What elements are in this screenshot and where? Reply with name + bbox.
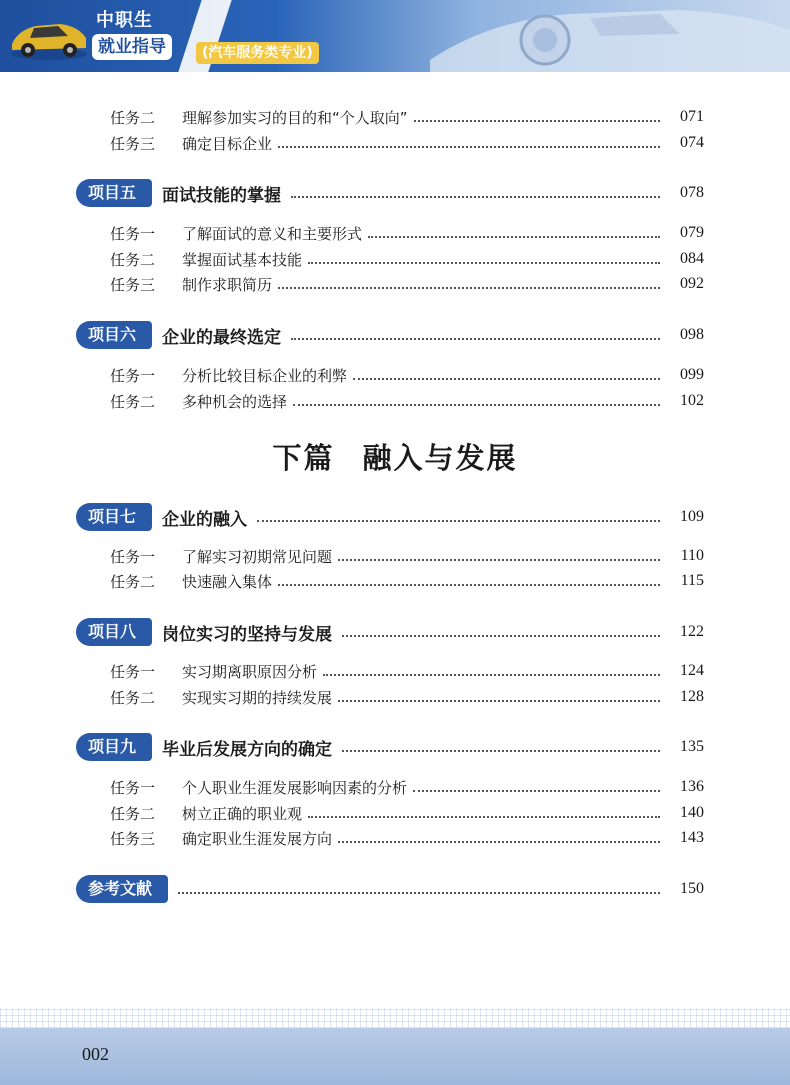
page-number: 122 (680, 623, 704, 640)
page-header (0, 0, 790, 72)
task-number: 任务二 (110, 572, 156, 591)
page-number: 128 (680, 688, 704, 705)
leader-dots (338, 559, 660, 561)
page-number: 124 (680, 662, 704, 679)
page-number: 099 (680, 366, 704, 383)
toc-task-row (110, 570, 704, 592)
task-title: 掌握面试基本技能 (182, 250, 303, 269)
project-title: 毕业后发展方向的确定 (162, 739, 333, 760)
page-number: 079 (680, 224, 704, 241)
page-number: 092 (680, 275, 704, 292)
task-title: 制作求职简历 (182, 275, 273, 294)
leader-dots (278, 584, 660, 586)
leader-dots (338, 700, 660, 702)
page-number: 140 (680, 804, 704, 821)
leader-dots (338, 841, 660, 843)
toc-task-row (110, 827, 704, 849)
toc-task-row (110, 248, 704, 270)
toc-project-row (76, 502, 704, 532)
page-number: 135 (680, 738, 704, 755)
leader-dots (342, 635, 660, 637)
task-title: 确定目标企业 (182, 134, 273, 153)
book-main-title: 就业指导 (92, 34, 172, 60)
task-title: 理解参加实习的目的和“个人取向” (182, 108, 408, 127)
toc-task-row (110, 390, 704, 412)
leader-dots (178, 892, 660, 894)
task-number: 任务三 (110, 275, 156, 294)
leader-dots (278, 146, 660, 148)
toc-task-row (110, 545, 704, 567)
references-badge: 参考文献 (76, 875, 168, 903)
task-number: 任务二 (110, 108, 156, 127)
part-heading (0, 436, 790, 477)
toc-project-row (76, 617, 704, 647)
task-number: 任务二 (110, 250, 156, 269)
leader-dots (308, 262, 660, 264)
task-number: 任务一 (110, 662, 156, 681)
toc-task-row (110, 776, 704, 798)
task-title: 确定职业生涯发展方向 (182, 829, 333, 848)
leader-dots (368, 236, 660, 238)
toc-task-row (110, 686, 704, 708)
toc-references-row (76, 874, 704, 904)
toc-project-row (76, 320, 704, 350)
task-title: 树立正确的职业观 (182, 804, 303, 823)
page-number: 071 (680, 108, 704, 125)
leader-dots (353, 378, 660, 380)
task-number: 任务二 (110, 688, 156, 707)
task-title: 实习期离职原因分析 (182, 662, 318, 681)
page-number: 084 (680, 250, 704, 267)
page-number: 110 (680, 547, 704, 564)
part-number: 下篇 (272, 441, 335, 475)
car-logo-icon (8, 10, 90, 62)
project-title: 企业的最终选定 (162, 327, 282, 348)
toc-task-row (110, 660, 704, 682)
page-number: 109 (680, 508, 704, 525)
project-title: 面试技能的掌握 (162, 185, 282, 206)
footer-page-number: 002 (82, 1044, 109, 1064)
toc-task-row (110, 222, 704, 244)
page-number: 098 (680, 326, 704, 343)
toc-task-row (110, 364, 704, 386)
page-number: 143 (680, 829, 704, 846)
toc-task-row (110, 132, 704, 154)
project-badge: 项目七 (76, 503, 152, 531)
page-footer (0, 1028, 790, 1085)
project-badge: 项目五 (76, 179, 152, 207)
leader-dots (291, 338, 660, 340)
leader-dots (342, 750, 660, 752)
leader-dots (308, 816, 660, 818)
leader-dots (257, 520, 660, 522)
task-title: 个人职业生涯发展影响因素的分析 (182, 778, 408, 797)
task-number: 任务一 (110, 224, 156, 243)
toc-task-row (110, 106, 704, 128)
leader-dots (323, 674, 660, 676)
task-number: 任务三 (110, 829, 156, 848)
task-number: 任务二 (110, 392, 156, 411)
task-number: 任务一 (110, 547, 156, 566)
task-title: 实现实习期的持续发展 (182, 688, 333, 707)
page-number: 115 (680, 572, 704, 589)
car-background-illustration (430, 0, 790, 72)
task-title: 分析比较目标企业的利弊 (182, 366, 348, 385)
task-number: 任务一 (110, 778, 156, 797)
task-number: 任务一 (110, 366, 156, 385)
leader-dots (293, 404, 660, 406)
project-badge: 项目六 (76, 321, 152, 349)
page-number: 078 (680, 184, 704, 201)
page-number: 074 (680, 134, 704, 151)
project-title: 企业的融入 (162, 509, 248, 530)
task-title: 了解实习初期常见问题 (182, 547, 333, 566)
book-series-title: 中职生 (96, 10, 153, 31)
project-title: 岗位实习的坚持与发展 (162, 624, 333, 645)
project-badge: 项目八 (76, 618, 152, 646)
page-number: 150 (680, 880, 704, 897)
page-number: 136 (680, 778, 704, 795)
book-subtitle: (汽车服务类专业) (196, 42, 319, 64)
project-badge: 项目九 (76, 733, 152, 761)
leader-dots (414, 120, 660, 122)
leader-dots (278, 287, 660, 289)
task-title: 快速融入集体 (182, 572, 273, 591)
task-title: 多种机会的选择 (182, 392, 288, 411)
toc-task-row (110, 802, 704, 824)
part-name: 融入与发展 (362, 441, 518, 475)
footer-grid-pattern (0, 1008, 790, 1028)
toc-task-row (110, 273, 704, 295)
task-title: 了解面试的意义和主要形式 (182, 224, 363, 243)
toc-project-row (76, 732, 704, 762)
task-number: 任务三 (110, 134, 156, 153)
toc-project-row (76, 178, 704, 208)
leader-dots (291, 196, 660, 198)
leader-dots (413, 790, 660, 792)
page-number: 102 (680, 392, 704, 409)
task-number: 任务二 (110, 804, 156, 823)
